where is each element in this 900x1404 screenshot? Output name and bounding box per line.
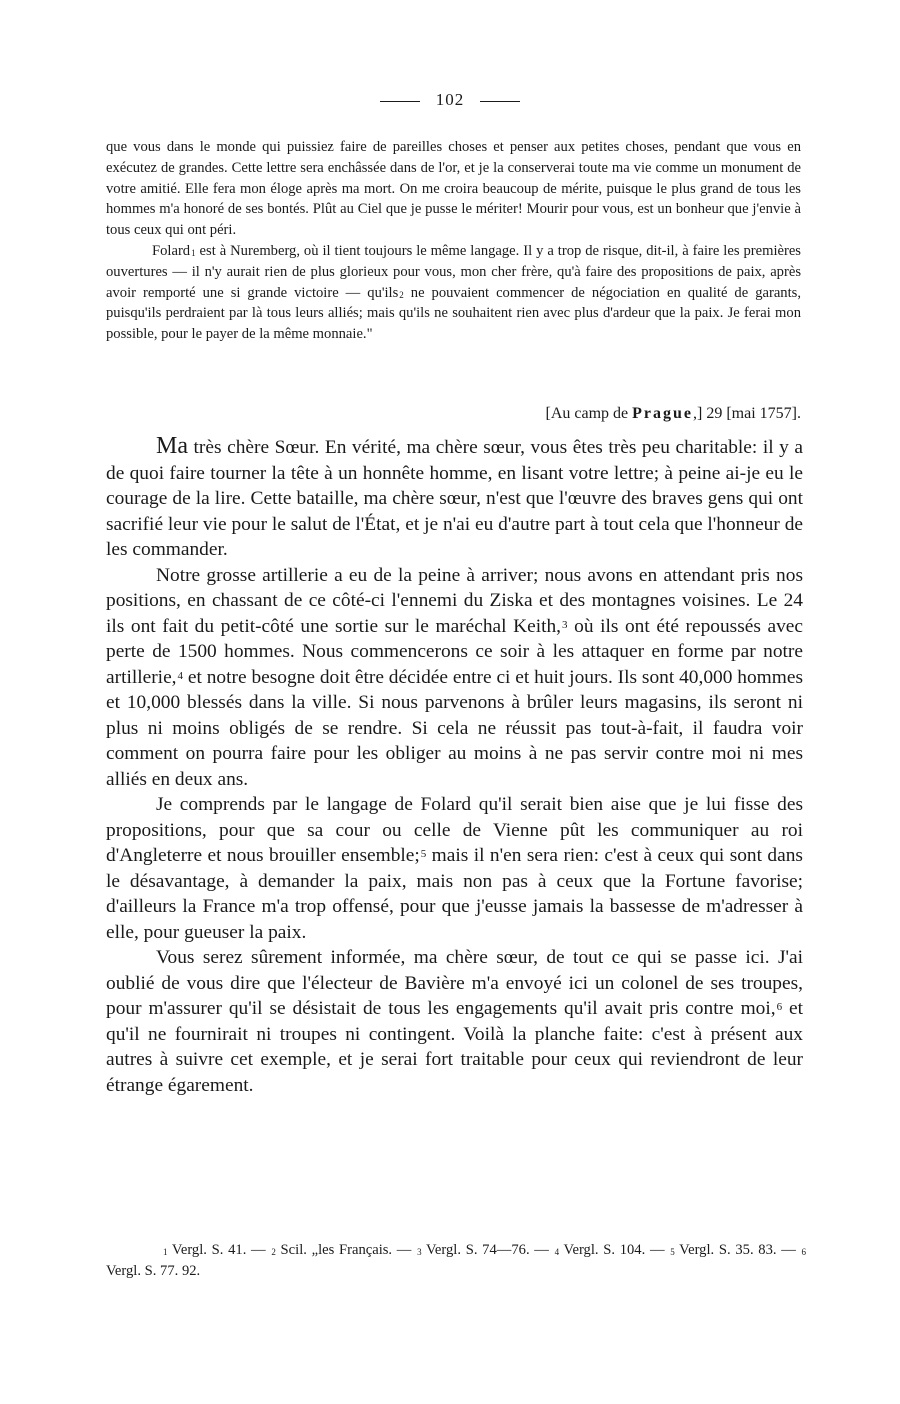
header-rule-right [480, 101, 520, 102]
footnotes [106, 1240, 806, 1282]
page-header [0, 90, 900, 110]
prior-letter-end [106, 137, 801, 345]
footnote-ref-3: 3 [562, 618, 568, 631]
letter-paragraph-1: Ma très chère Sœur. En vérité, ma chère sœur, vous êtes très peu charitable: il y a de quoi faire tourner la tête à un honnête homme, en lisant votre lettre; à peine ai-je eu le courage de la lire. Cette bataille, ma chère sœur, n'est que l'œuvre des braves gens qui ont sacrifié leur vie pour le salut de l'État, et je n'ai eu d'autre part à tout cela que l'honneur de les commander. [106, 433, 803, 560]
prior-letter-paragraph-2: Folard$^1$ est à Nuremberg, où il tient toujours le même langage. Il y a trop de risque, dit-il, à faire les premières ouvertures — il n'y aurait rien de plus glorieux pour vous, mon cher frère, qu'à faire des propositions de paix, après avoir remporté une si grande victoire — qu'ils$^2$ ne pouvaient commencer de négociation en qualité de garants, puisqu'ils perdraient par là tous leurs alliés; mais qu'ils ne souhaitent rien avec plus d'ardeur que la paix. Je ferai mon possible, pour le payer de la même monnaie." [106, 242, 801, 343]
prior-letter-paragraph-1: que vous dans le monde qui puissiez faire de pareilles choses et penser aux petites choses, pendant que vous en exécutez de grandes. Cette lettre sera enchâssée dans de l'or, et je la conserverai toute ma vie comme un monument de votre amitié. Elle fera mon éloge après ma mort. On me croira beaucoup de mérite, puisque le plus grand de tous les hommes m'a honoré de ses bontés. Plût au Ciel que je pusse le mériter! Mourir pour vous, est un bonheur que j'envie à tous ceux qui ont péri. [106, 139, 801, 239]
page-number: 102 [435, 90, 465, 109]
letter-dateline: [Au camp de Prague,] 29 [mai 1757]. [545, 405, 801, 422]
letter-paragraph-3: Je comprends par le langage de Folard qu'il serait bien aise que je lui fisse des propositions, pour que sa cour ou celle de Vienne pût les communiquer au roi d'Angleterre et nous brouiller ensemble;$^5$ mais il n'en sera rien: c'est à ceux qui sont dans le désavantage, à demander la paix, mais non pas à ceux que la Fortune favorise; d'ailleurs la France m'a trop offensé, pour que j'eusse jamais la bassesse de m'adresser à elle, pour gueuser la paix. [106, 794, 803, 943]
dateline-place: Prague [632, 405, 694, 422]
footnote-ref-2: 2 [399, 289, 404, 300]
footnote-line: $^1$ Vergl. S. 41. — $^2$ Scil. „les Français. — $^3$ Vergl. S. 74—76. — $^4$ Vergl. S. 104. — $^5$ Vergl. S. 35. 83. — $^6$ Vergl. S. 77. 92. [106, 1242, 807, 1279]
letter-paragraph-2: Notre grosse artillerie a eu de la peine à arriver; nous avons en attendant pris nos positions, en chassant de ce côté-ci l'ennemi du Ziska et des montagnes voisines. Le 24 ils ont fait du petit-côté une sortie sur le maréchal Keith,$^3$ où ils ont été repoussés avec perte de 1500 hommes. Nous commencerons ce soir à les attaquer en forme par notre artillerie,$^4$ et notre besogne doit être décidée entre ci et huit jours. Ils sont 40,000 hommes et 10,000 blessés dans la ville. Si nous parvenons à brûler leurs magasins, ils seront ni plus ni moins obligés de se rendre. Si cela ne réussit pas tout-à-fait, il faudra voir comment on pourra faire pour les obliger au moins à ne pas servir contre moi ni mes alliés en deux ans. [106, 564, 803, 790]
footnote-ref-6: 6 [776, 1001, 783, 1013]
salutation-initial: Ma [156, 433, 188, 459]
letter-paragraph-4: Vous serez sûrement informée, ma chère sœur, de tout ce qui se passe ici. J'ai oublié de vous dire que l'électeur de Bavière m'a envoyé ici un colonel de ses troupes, pour m'assurer qu'il se désistait de tous les engagements qu'il avait pris contre moi,$^6$ et qu'il ne fournirait ni troupes ni contingent. Voilà la planche faite: c'est à présent aux autres à suivre cet exemple, et je serai fort traitable pour ceux qui reviendront de leur étrange égarement. [106, 947, 804, 1096]
header-rule-left [380, 101, 420, 102]
footnote-ref-4: 4 [177, 669, 184, 682]
letter-body [106, 434, 803, 1098]
footnote-ref-5: 5 [420, 848, 427, 860]
footnote-ref-1: 1 [191, 247, 196, 258]
